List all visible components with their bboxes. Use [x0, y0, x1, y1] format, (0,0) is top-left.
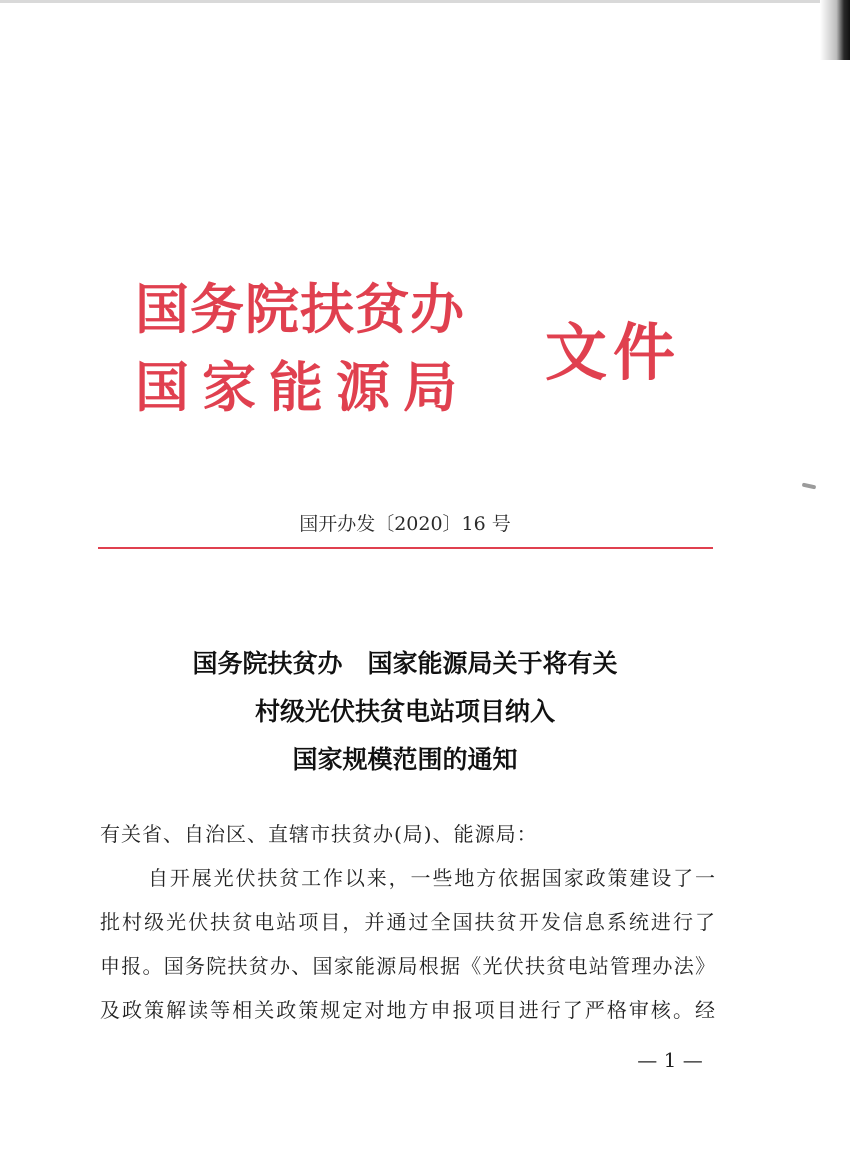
scan-corner-shadow — [820, 0, 850, 60]
issuer-line-poverty-office: 国务院扶贫办 — [135, 277, 465, 341]
title-line: 国家规模范围的通知 — [292, 745, 518, 774]
document-number: 国开办发〔2020〕16 号 — [299, 513, 511, 535]
issuer-line-energy-admin: 国家能源局 — [135, 355, 470, 419]
salutation: 有关省、自治区、直辖市扶贫办(局)、能源局： — [100, 822, 538, 846]
body-line: 申报。国务院扶贫办、国家能源局根据《光伏扶贫电站管理办法》 — [100, 954, 716, 978]
title-line: 村级光伏扶贫电站项目纳入 — [254, 697, 555, 726]
document-label: 文件 — [545, 316, 682, 389]
body-line: 批村级光伏扶贫电站项目，并通过全国扶贫开发信息系统进行了 — [100, 910, 716, 934]
scan-top-edge — [0, 0, 850, 3]
body-line: 及政策解读等相关政策规定对地方申报项目进行了严格审核。经 — [100, 998, 716, 1022]
title-line: 国务院扶贫办 国家能源局关于将有关 — [192, 649, 618, 678]
page-number: — 1 — — [637, 1048, 703, 1072]
scan-speck — [802, 483, 817, 490]
document-body — [100, 812, 716, 1032]
red-divider-line — [98, 547, 713, 549]
document-title — [60, 640, 750, 784]
body-line: 自开展光伏扶贫工作以来，一些地方依据国家政策建设了一 — [148, 866, 716, 890]
